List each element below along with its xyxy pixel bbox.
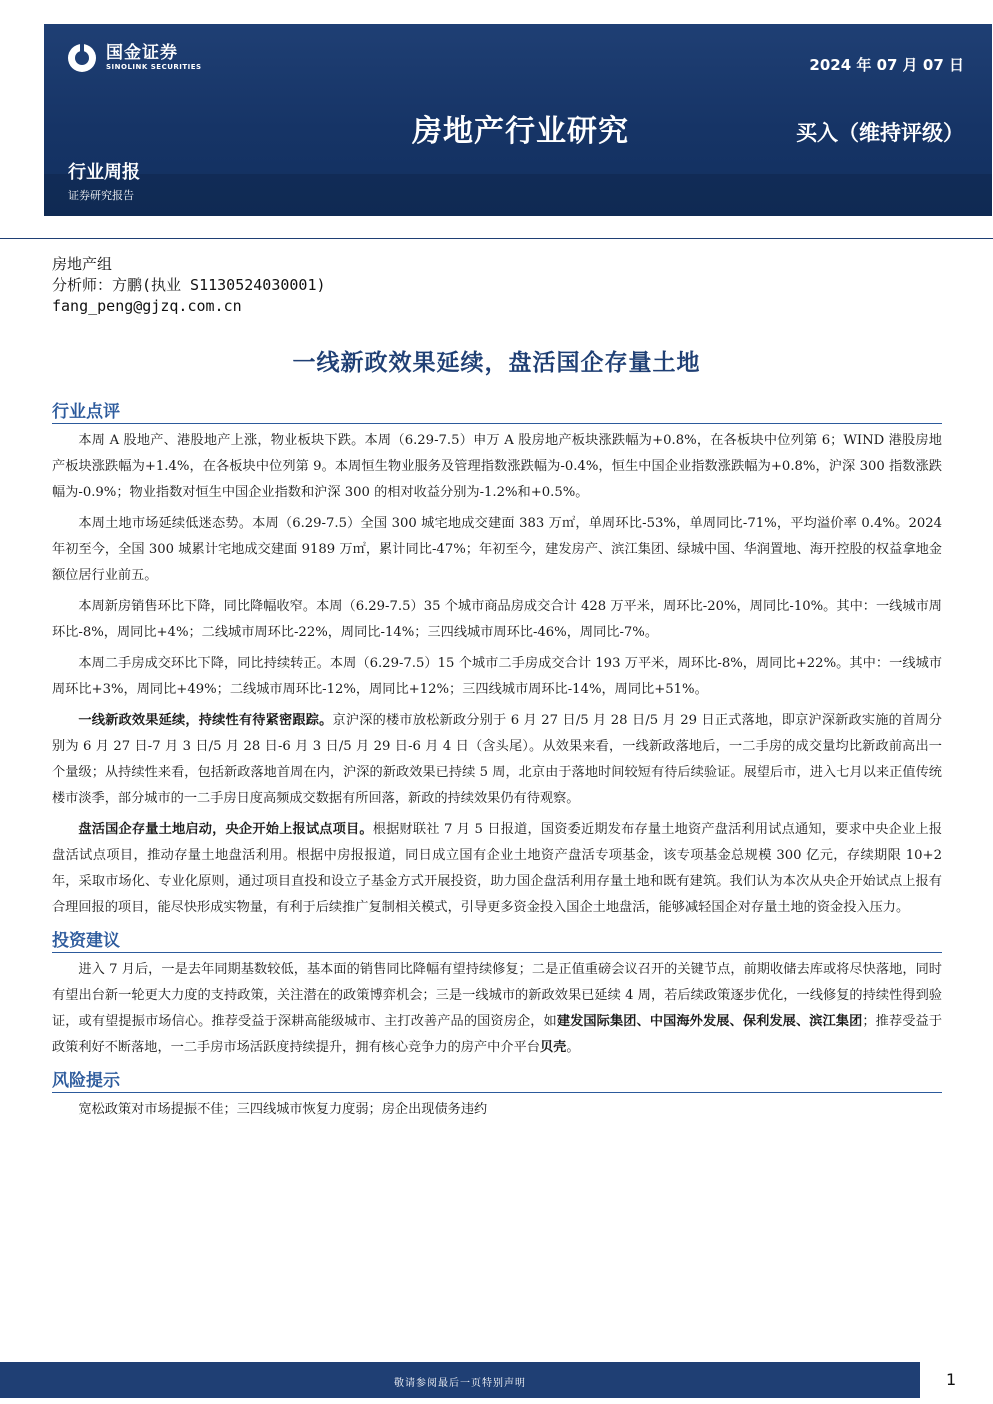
page-footer — [0, 1362, 993, 1404]
section-advice — [52, 926, 942, 1061]
paragraph — [52, 708, 942, 812]
report-date: 2024 年 07 月 07 日 — [809, 56, 964, 74]
recommended-stock: 贝壳 — [539, 1040, 567, 1055]
logo-cn-text: 国金证券 — [106, 43, 178, 63]
section-risk — [52, 1066, 942, 1123]
logo-en-text: SINOLINK SECURITIES — [106, 63, 202, 71]
paragraph-body: 进入 7 月后，一是去年同期基数较低，基本面的销售同比降幅有望持续修复；二是正值重磅会议召开的关键节点，前期收储去库或将尽快落地，同时有望出台新一轮更大力度的支持政策，关注潜在的政策博弈机会；三是一线城市的新政效果已延续 4 周，若后续政策逐步优化，一线修复的持续性得到验证，或有望提振市场信心。推荐受益于深耕高能级城市、主打改善产品的国资房企，如 — [52, 962, 942, 1029]
paragraph — [52, 817, 942, 921]
report-category-title: 房地产行业研究 — [412, 114, 629, 149]
disclaimer-note: 敬请参阅最后一页特别声明 — [394, 1378, 526, 1389]
analyst-name: 分析师：方鹏(执业 S1130524030001) — [52, 276, 326, 294]
analyst-email[interactable]: fang_peng@gjzq.com.cn — [52, 297, 242, 315]
section-heading-advice: 投资建议 — [52, 926, 942, 953]
paragraph: 本周 A 股地产、港股地产上涨，物业板块下跌。本周（6.29-7.5）申万 A 股房地产板块涨跌幅为+0.8%，在各板块中位列第 6；WIND 港股房地产板块涨跌幅为+1.4%，在各板块中位列第 9。本周恒生物业服务及管理指数涨跌幅为-0.4%，恒生中国企业指数涨跌幅为+0.8%，沪深 300 指数涨跌幅为-0.9%；物业指数对恒生中国企业指数和沪深 300 的相对收益分别为-1.2%和+0.5%。 — [52, 433, 942, 500]
header-lower-band — [44, 174, 992, 216]
recommended-stocks: 建发国际集团、中国海外发展、保利发展、滨江集团 — [556, 1014, 863, 1029]
paragraph-body: 根据财联社 7 月 5 日报道，国资委近期发布存量土地资产盘活利用试点通知，要求中央企业上报盘活试点项目，推动存量土地盘活利用。根据中房报报道，同日成立国有企业土地资产盘活专项基金，该专项基金总规模 300 亿元，存续期限 10+2 年，采取市场化、专业化原则，通过项目直投和设立子基金方式开展投资，助力国企盘活利用存量土地和既有建筑。我们认为本次从央企开始试点上报有合理回报的项目，能尽快形成实物量，有利于后续推广复制相关模式，引导更多资金投入国企土地盘活，能够减轻国企对存量土地的资金投入压力。 — [52, 822, 943, 915]
paragraph-body: 京沪深的楼市放松新政分别于 6 月 27 日/5 月 28 日/5 月 29 日正式落地，即京沪深新政实施的首周分别为 6 月 27 日-7 月 3 日/5 月 28 日-6 月 3 日/5 月 29 日-6 月 4 日（含头尾）。从效果来看，一线新政落地后，一二手房的成交量均比新政前高出一个量级；从持续性来看，包括新政落地首周在内，沪深的新政效果已持续 5 周，北京由于落地时间较短有待后续验证。展望后市，进入七月以来正值传统楼市淡季，部分城市的一二手房日度高频成交数据有所回落，新政的持续效果仍有待观察。 — [52, 713, 942, 806]
paragraph-lead: 一线新政效果延续，持续性有待紧密跟踪。 — [78, 713, 333, 728]
section-review — [52, 397, 942, 921]
paragraph-body: 。 — [566, 1040, 580, 1055]
paragraph-body: ；推荐受益于政策利好不断落地，一二手房市场活跃度持续提升，拥有核心竞争力的房产中介平台 — [52, 1014, 943, 1055]
paragraph: 本周新房销售环比下降，同比降幅收窄。本周（6.29-7.5）35 个城市商品房成交合计 428 万平米，周环比-20%，周同比-10%。其中：一线城市周环比-8%，周同比+4%；二线城市周环比-22%，周同比-14%；三四线城市周环比-46%，周同比-7%。 — [52, 599, 942, 640]
page-title: 一线新政效果延续，盘活国企存量土地 — [292, 350, 701, 376]
sinolink-logo-icon — [66, 42, 98, 74]
paragraph: 本周二手房成交环比下降，同比持续转正。本周（6.29-7.5）15 个城市二手房成交合计 193 万平米，周环比-8%，周同比+22%。其中：一线城市周环比+3%，周同比+49%；二线城市周环比-12%，周同比+12%；三四线城市周环比-14%，周同比+51%。 — [52, 656, 942, 697]
analyst-info — [52, 254, 326, 317]
section-heading-risk: 风险提示 — [52, 1066, 942, 1093]
report-body — [52, 397, 942, 1128]
page-number: 1 — [946, 1370, 957, 1389]
section-heading-review: 行业点评 — [52, 397, 942, 424]
header-divider — [0, 238, 993, 239]
brand-logo — [66, 42, 202, 74]
report-header — [44, 24, 992, 216]
rating-badge: 买入（维持评级） — [796, 121, 964, 145]
paragraph: 本周土地市场延续低迷态势。本周（6.29-7.5）全国 300 城宅地成交建面 383 万㎡，单周环比-53%，单周同比-71%，平均溢价率 0.4%。2024 年初至今，全国 300 城累计宅地成交建面 9189 万㎡，累计同比-47%；年初至今，建发房产、滨江集团、绿城中国、华润置地、海开控股的权益拿地金额位居行业前五。 — [52, 516, 942, 583]
paragraph — [52, 957, 942, 1061]
report-type: 行业周报 — [68, 162, 140, 183]
paragraph-lead: 盘活国企存量土地启动，央企开始上报试点项目。 — [78, 822, 373, 837]
report-subtype: 证券研究报告 — [68, 189, 134, 202]
paragraph: 宽松政策对市场提振不佳；三四线城市恢复力度弱；房企出现债务违约 — [78, 1102, 488, 1117]
analyst-group: 房地产组 — [52, 255, 113, 273]
